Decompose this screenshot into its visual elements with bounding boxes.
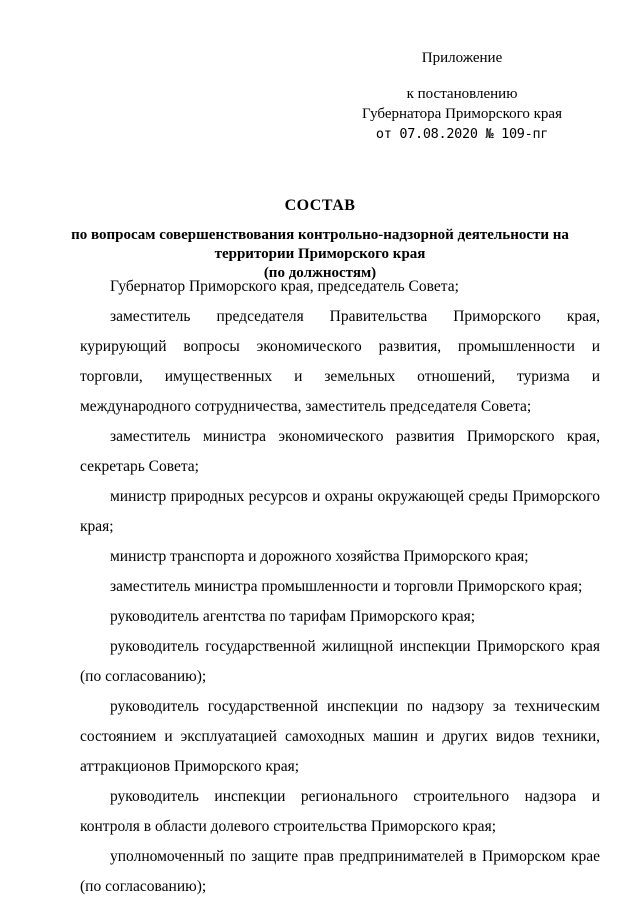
appendix-governor-line: Губернатора Приморского края <box>362 106 562 122</box>
appendix-block <box>352 48 572 144</box>
member-item: руководитель государственной инспекции по надзору за техническим состоянием и эксплуатацией самоходных машин и других видов техники, аттракционов Приморского края; <box>80 698 600 775</box>
member-item: заместитель министра промышленности и торговли Приморского края; <box>110 578 583 595</box>
member-item: министр транспорта и дорожного хозяйства Приморского края; <box>110 548 529 565</box>
appendix-date-number: от 07.08.2020 № 109-пг <box>375 126 549 142</box>
member-item: руководитель агентства по тарифам Приморского края; <box>110 608 476 625</box>
member-item: Губернатор Приморского края, председатель Совета; <box>110 278 459 295</box>
member-item: руководитель инспекции регионального строительного надзора и контроля в области долевого строительства Приморского края; <box>80 788 600 835</box>
document-subtitle-line-3: (по должностям) <box>263 265 377 281</box>
appendix-label: Приложение <box>421 50 503 66</box>
member-item: заместитель председателя Правительства Приморского края, курирующий вопросы экономического развития, промышленности и торговли, имущественных и земельных отношений, туризма и международного сотрудничества, заместитель председателя Совета; <box>80 308 600 415</box>
member-item: министр природных ресурсов и охраны окружающей среды Приморского края; <box>80 488 600 535</box>
member-item: руководитель государственной жилищной инспекции Приморского края (по согласованию); <box>80 638 600 685</box>
member-item: заместитель министра экономического развития Приморского края, секретарь Совета; <box>80 428 600 475</box>
members-list <box>80 272 600 902</box>
document-subtitle-line-2: территории Приморского края <box>214 246 426 262</box>
document-subtitle-line-1: по вопросам совершенствования контрольно-надзорной деятельности на <box>71 227 569 243</box>
document-heading <box>68 196 572 283</box>
appendix-gap <box>352 68 572 84</box>
member-item: уполномоченный по защите прав предпринимателей в Приморском крае (по согласованию); <box>80 848 600 895</box>
appendix-resolution-line: к постановлению <box>406 86 518 102</box>
document-title: СОСТАВ <box>284 197 356 214</box>
